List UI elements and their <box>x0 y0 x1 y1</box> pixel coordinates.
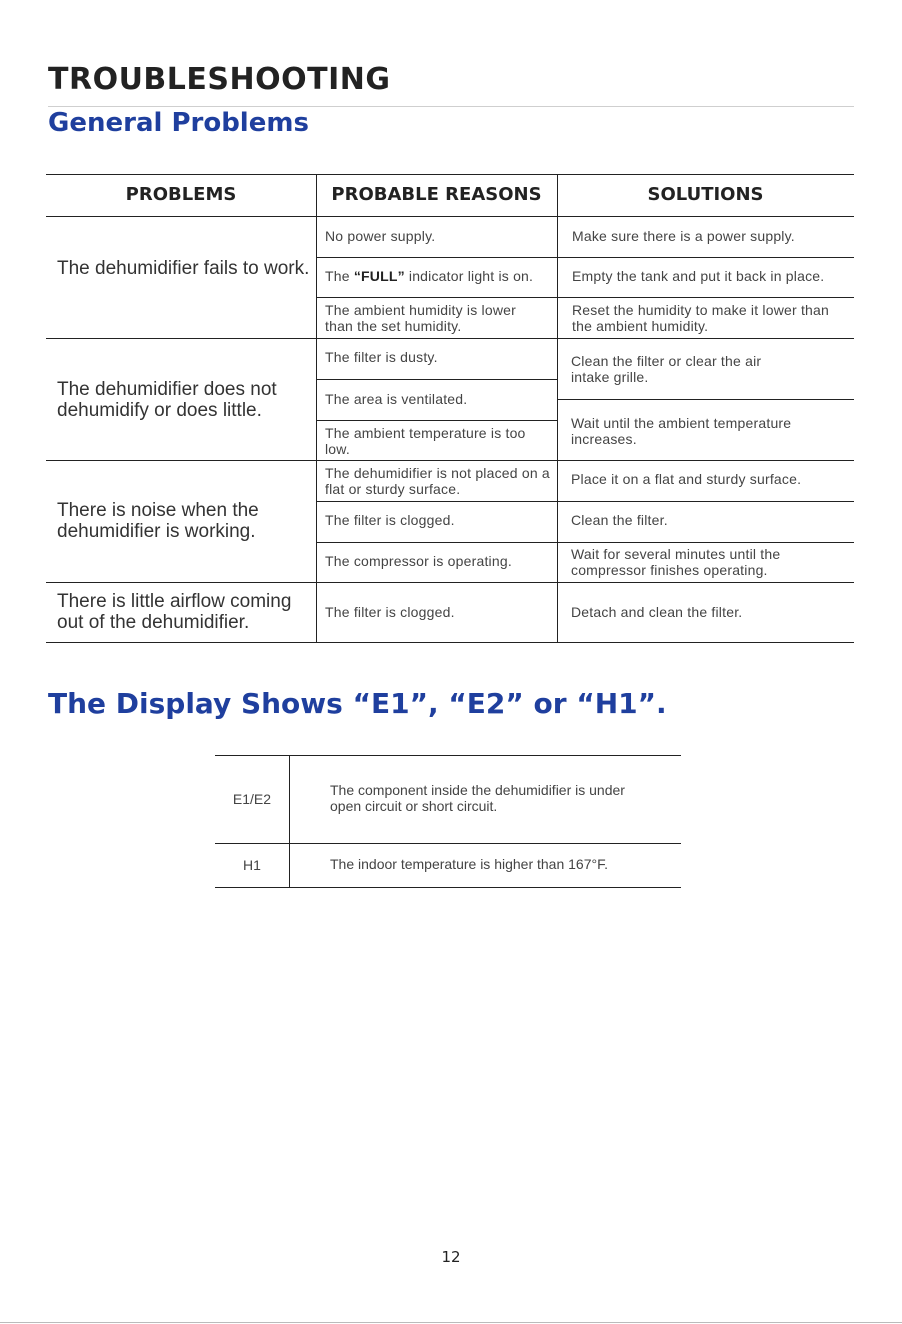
group-rule <box>46 338 854 339</box>
row-rule <box>316 379 557 380</box>
header-probable-reasons: PROBABLE REASONS <box>331 184 542 205</box>
row-rule <box>557 399 854 400</box>
section-title-display-codes: The Display Shows “E1”, “E2” or “H1”. <box>48 687 667 720</box>
section-title-general-problems: General Problems <box>48 108 309 138</box>
reason-cell: The filter is clogged. <box>325 512 455 528</box>
solution-cell: Place it on a flat and sturdy surface. <box>571 471 802 487</box>
full-indicator-label: “FULL” <box>353 268 405 284</box>
reason-text: indicator light is on. <box>404 268 534 284</box>
error-description: The component inside the dehumidifier is under open circuit or short circuit. <box>330 782 625 814</box>
table-header-rule <box>46 216 854 217</box>
problem-cell: There is noise when the dehumidifier is working. <box>57 500 259 542</box>
solution-cell: Clean the filter. <box>571 512 668 528</box>
row-rule <box>316 501 854 502</box>
problem-cell: The dehumidifier does not dehumidify or does little. <box>57 379 277 421</box>
solution-cell: Make sure there is a power supply. <box>572 228 795 244</box>
reason-cell: The dehumidifier is not placed on a flat or sturdy surface. <box>325 465 550 497</box>
column-rule <box>316 174 317 642</box>
error-row-rule <box>215 843 681 844</box>
error-table-top-rule <box>215 755 681 756</box>
solution-cell: Wait for several minutes until the compressor finishes operating. <box>571 546 781 578</box>
solution-cell: Empty the tank and put it back in place. <box>572 268 825 284</box>
error-code: H1 <box>243 857 261 873</box>
problem-cell: There is little airflow coming out of the dehumidifier. <box>57 591 292 633</box>
row-rule <box>316 420 557 421</box>
table-top-rule <box>46 174 854 175</box>
header-solutions: SOLUTIONS <box>647 184 764 205</box>
problem-cell: The dehumidifier fails to work. <box>57 258 310 279</box>
error-column-rule <box>289 755 290 887</box>
reason-cell-full-indicator <box>325 269 533 285</box>
error-code: E1/E2 <box>232 791 272 807</box>
reason-cell: The ambient temperature is too low. <box>325 425 526 457</box>
table-bottom-rule <box>46 642 854 643</box>
row-rule <box>316 297 854 298</box>
reason-cell: The filter is dusty. <box>325 349 438 365</box>
solution-cell: Detach and clean the filter. <box>571 604 743 620</box>
solution-cell: Wait until the ambient temperature increases. <box>571 415 792 447</box>
page-number: 12 <box>441 1248 461 1266</box>
solution-cell: Reset the humidity to make it lower than the ambient humidity. <box>572 302 830 334</box>
title-divider <box>48 106 854 107</box>
reason-cell: The compressor is operating. <box>325 553 512 569</box>
solution-cell: Clean the filter or clear the air intake grille. <box>571 353 762 385</box>
column-rule <box>557 174 558 642</box>
group-rule <box>46 460 854 461</box>
error-description: The indoor temperature is higher than 167°F. <box>330 856 608 872</box>
row-rule <box>316 542 854 543</box>
reason-cell: The filter is clogged. <box>325 604 455 620</box>
error-table-bottom-rule <box>215 887 681 888</box>
page-bottom-rule <box>0 1322 902 1323</box>
header-problems: PROBLEMS <box>125 184 237 205</box>
reason-cell: The area is ventilated. <box>325 391 468 407</box>
group-rule <box>46 582 854 583</box>
reason-text: The <box>325 268 354 284</box>
page-title: TROUBLESHOOTING <box>48 62 391 97</box>
row-rule <box>316 257 854 258</box>
reason-cell: No power supply. <box>325 228 436 244</box>
reason-cell: The ambient humidity is lower than the set humidity. <box>325 302 516 334</box>
